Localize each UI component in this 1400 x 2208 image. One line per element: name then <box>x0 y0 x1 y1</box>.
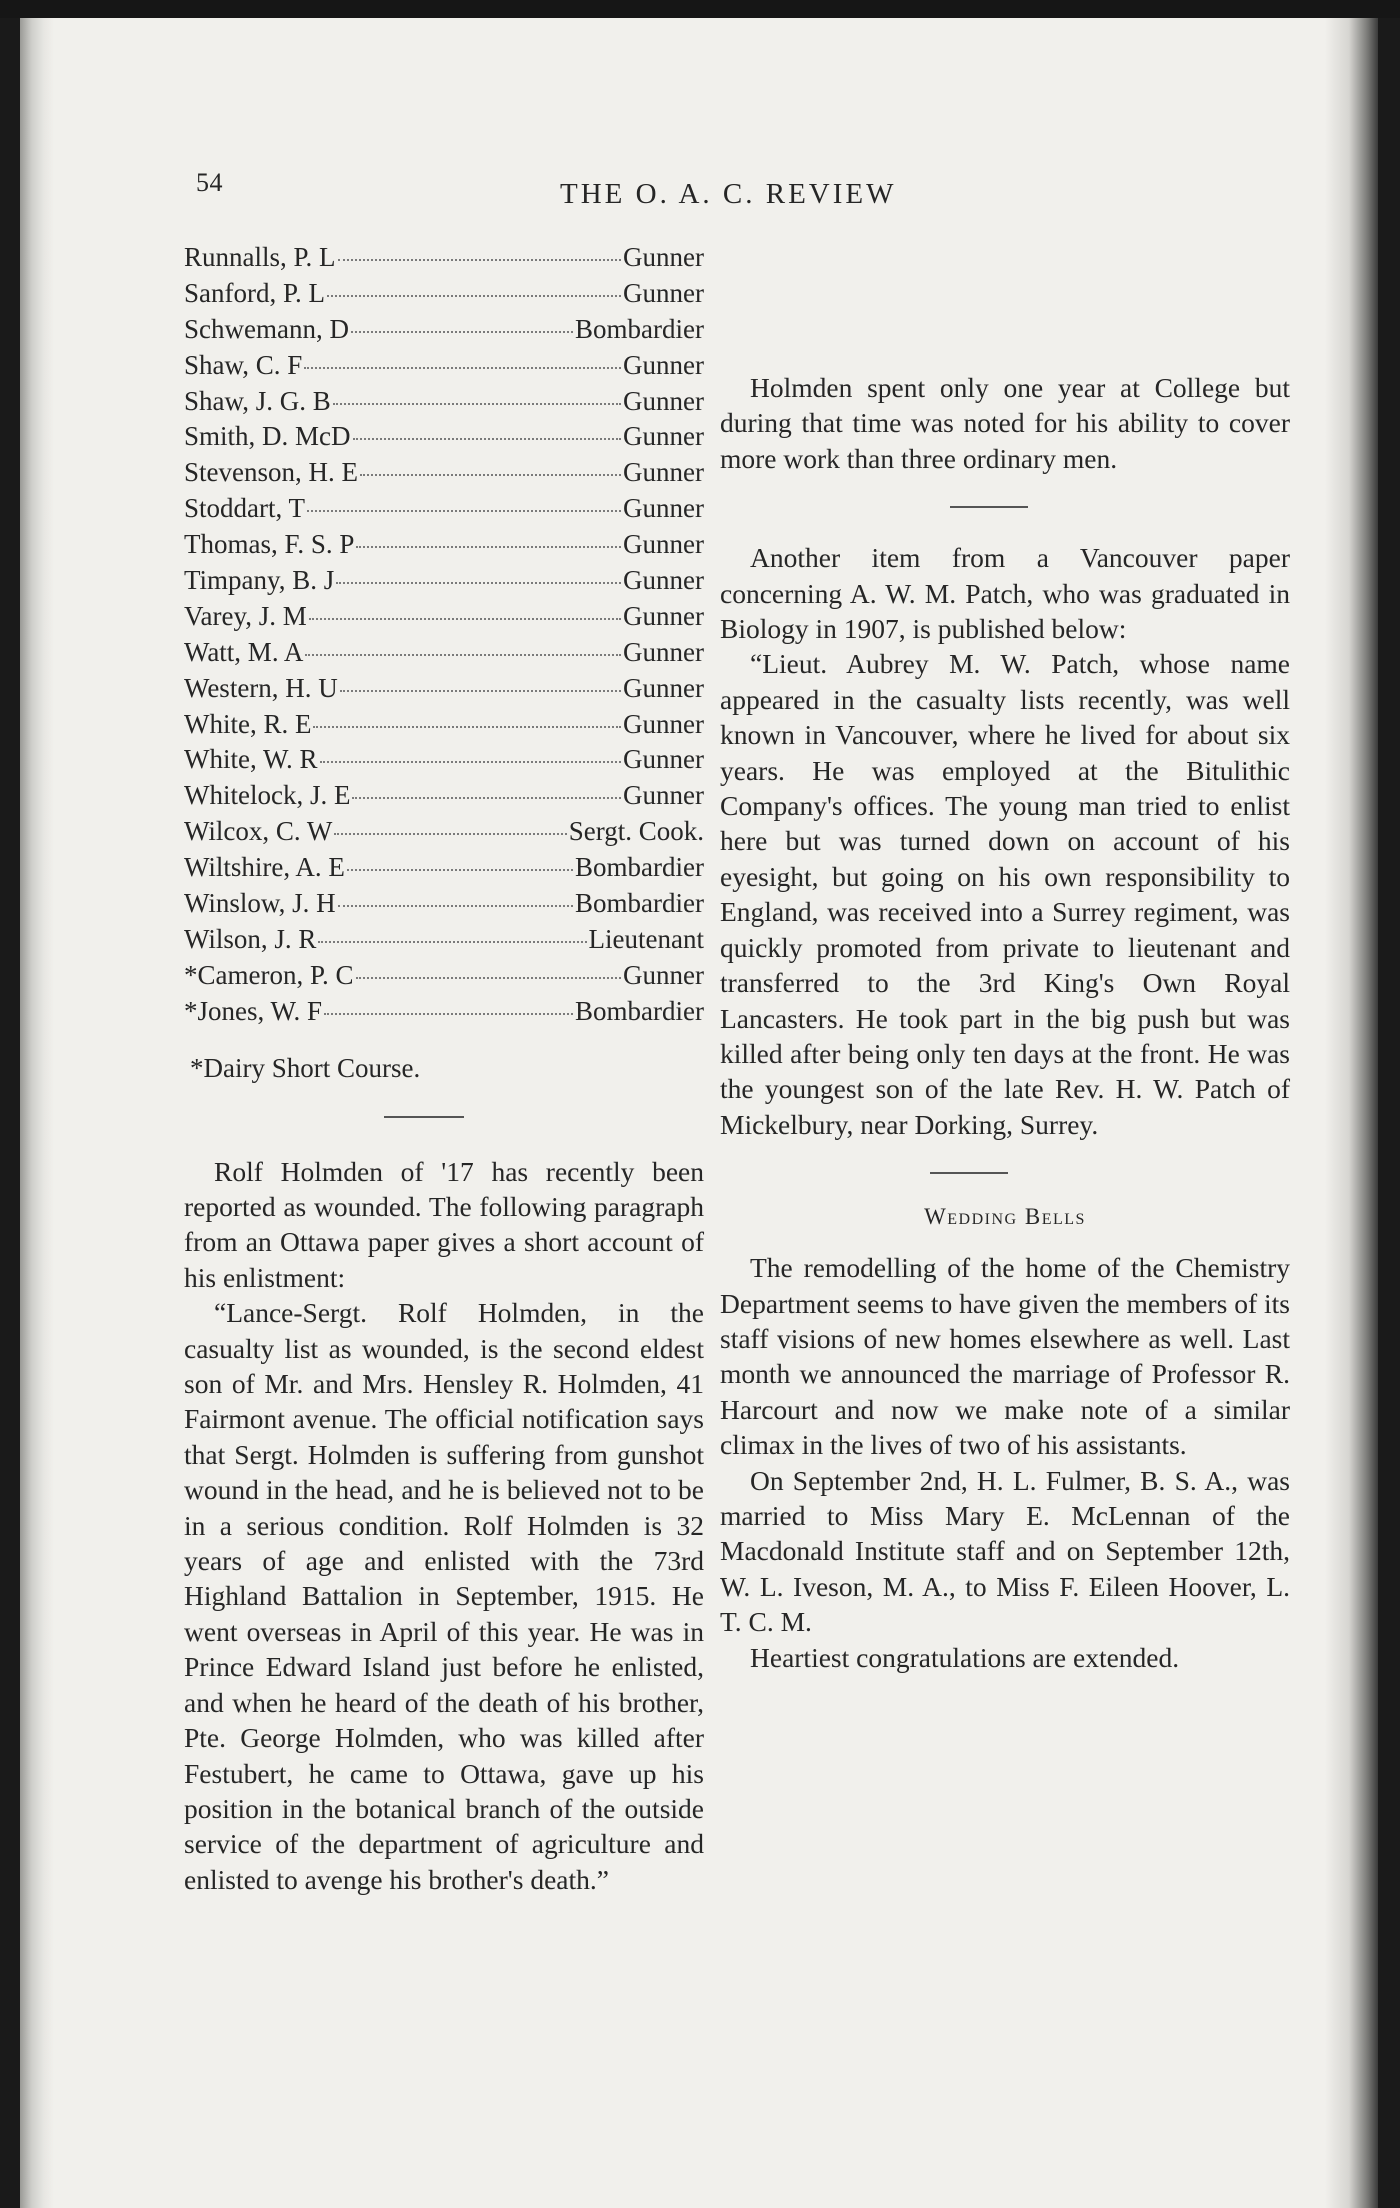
roster-rank: Gunner <box>623 385 704 416</box>
wedding-para-3: Heartiest congratulations are extended. <box>750 1641 1180 1673</box>
roster-row <box>184 240 704 276</box>
roster-row <box>184 742 704 778</box>
roster-row <box>184 850 704 886</box>
roster-name: Winslow, J. H <box>184 888 336 919</box>
roster-name: Varey, J. M <box>184 600 307 631</box>
roster-row <box>184 455 704 491</box>
roster-name: Whitelock, J. E <box>184 780 351 811</box>
patch-quote: “Lieut. Aubrey M. W. Patch, whose name appeared in the casualty lists recently, was well known in Vancouver, where he lived for about six years. He was employed at the Bitulithic Company's offices. The young man tried to enlist here but was turned down on account of his eyesight, but going on his own responsibility to England, was received into a Surrey regiment, was quickly promoted from private to lieutenant and transferred to the 3rd King's Own Royal Lancasters. He took part in the big push but was killed after being only ten days at the front. He was the youngest son of the late Rev. H. W. Patch of Mickelbury, near Dorking, Surrey. <box>720 648 1290 1140</box>
roster-row <box>184 922 704 958</box>
roster-row <box>184 958 704 994</box>
roster-name: *Jones, W. F <box>184 995 323 1026</box>
roster-name: Western, H. U <box>184 672 338 703</box>
roster-rank: Gunner <box>623 529 704 560</box>
roster-name: Thomas, F. S. P <box>184 529 355 560</box>
page-binding-shadow <box>20 18 54 2208</box>
roster-row <box>184 527 704 563</box>
leader-dots <box>304 367 621 369</box>
patch-intro: Another item from a Vancouver paper concerning A. W. M. Patch, who was graduated in Biology in 1907, is published below: <box>720 542 1290 645</box>
roster-name: Watt, M. A <box>184 636 304 667</box>
roster-name: Stevenson, H. E <box>184 457 358 488</box>
leader-dots <box>338 905 573 907</box>
leader-dots <box>336 582 621 584</box>
leader-dots <box>334 833 566 835</box>
roster-name: Timpany, B. J <box>184 565 335 596</box>
roster-row <box>184 384 704 420</box>
roster-name: Stoddart, T <box>184 493 305 524</box>
leader-dots <box>360 474 621 476</box>
leader-dots <box>309 618 621 620</box>
roster-footnote: *Dairy Short Course. <box>190 1052 421 1083</box>
roster-name: Sanford, P. L <box>184 277 325 308</box>
roster-row <box>184 671 704 707</box>
section-divider <box>930 1172 1008 1174</box>
roster-name: White, R. E <box>184 708 312 739</box>
roster-name: Schwemann, D <box>184 313 349 344</box>
wedding-bells-heading: Wedding Bells <box>924 1204 1086 1230</box>
leader-dots <box>324 1013 573 1015</box>
roster-name: Runnalls, P. L <box>184 242 336 272</box>
leader-dots <box>340 690 621 692</box>
roster-row <box>184 599 704 635</box>
left-column <box>184 240 704 1897</box>
leader-dots <box>305 654 621 656</box>
holmden-closing: Holmden spent only one year at College but during that time was noted for his ability to cover more work than three ordinary men. <box>720 372 1290 474</box>
roster-rank: Gunner <box>623 277 704 308</box>
roster-row <box>184 635 704 671</box>
leader-dots <box>356 977 622 979</box>
running-title: THE O. A. C. REVIEW <box>560 178 897 210</box>
roster-rank: Bombardier <box>575 888 704 919</box>
roster-rank: Gunner <box>623 493 704 524</box>
leader-dots <box>333 403 621 405</box>
leader-dots <box>327 295 621 297</box>
roster-row <box>184 778 704 814</box>
roster-name: Wiltshire, A. E <box>184 852 345 883</box>
holmden-intro: Rolf Holmden of '17 has recently been reported as wounded. The following paragraph from an Ottawa paper gives a short account of his enlistment: <box>184 1155 704 1293</box>
roster-rank: Bombardier <box>575 852 704 883</box>
roster-name: Wilson, J. R <box>184 923 317 954</box>
page-header <box>190 168 1270 218</box>
page-edge-shadow <box>1325 18 1378 2208</box>
roster-row <box>184 419 704 455</box>
roster-rank: Gunner <box>623 636 704 667</box>
leader-dots <box>351 331 573 333</box>
roster-row <box>184 276 704 312</box>
roster-name: Wilcox, C. W <box>184 816 333 847</box>
roster-row <box>184 886 704 922</box>
holmden-quote: “Lance-Sergt. Rolf Holmden, in the casualty list as wounded, is the second eldest son of Mr. and Mrs. Hensley R. Holmden, 41 Fairmont avenue. The official notification says that Sergt. Holmden is suffering from gunshot wound in the head, and he is believed not to be in a serious condition. Rolf Holmden is 32 years of age and enlisted with the 73rd Highland Battalion in September, 1915. He went overseas in April of this year. He was in Prince Edward Island just before he enlisted, and when he heard of the death of his brother, Pte. George Holmden, who was killed after Festubert, he came to Ottawa, gave up his position in the botanical branch of the outside service of the department of agriculture and enlisted to avenge his brother's death.” <box>184 1297 704 1895</box>
page-number: 54 <box>196 168 223 197</box>
roster-name: Smith, D. McD <box>184 421 351 452</box>
leader-dots <box>352 797 621 799</box>
roster-rank: Gunner <box>623 780 704 811</box>
scan-top-border <box>0 0 1400 18</box>
leader-dots <box>338 259 621 261</box>
roster-rank: Gunner <box>623 600 704 631</box>
roster-rank: Gunner <box>623 672 704 703</box>
roster-row <box>184 312 704 348</box>
wedding-para-1: The remodelling of the home of the Chemistry Department seems to have given the members of its staff visions of new homes elsewhere as well. Last month we announced the marriage of Professor R. Harcourt and now we make note of a similar climax in the lives of two of his assistants. <box>720 1252 1290 1461</box>
roster-name: *Cameron, P. C <box>184 959 354 990</box>
roster-rank: Sergt. Cook. <box>568 816 704 847</box>
roster-row <box>184 563 704 599</box>
roster-rank: Gunner <box>623 349 704 380</box>
leader-dots <box>347 869 573 871</box>
roster-rank: Gunner <box>623 565 704 596</box>
roster-rank: Bombardier <box>575 313 704 344</box>
leader-dots <box>353 438 622 440</box>
roster-rank: Lieutenant <box>588 923 704 954</box>
leader-dots <box>320 761 622 763</box>
roster-row <box>184 707 704 743</box>
roster-list <box>184 240 704 1030</box>
roster-rank: Gunner <box>623 242 704 272</box>
roster-rank: Bombardier <box>575 995 704 1026</box>
wedding-para-2: On September 2nd, H. L. Fulmer, B. S. A., was married to Miss Mary E. McLennan of the Macdonald Institute staff and on September 12th, W. L. Iveson, M. A., to Miss F. Eileen Hoover, L. T. C. M. <box>720 1464 1290 1638</box>
leader-dots <box>318 941 586 943</box>
section-divider <box>950 506 1028 508</box>
roster-row <box>184 491 704 527</box>
leader-dots <box>356 546 621 548</box>
roster-rank: Gunner <box>623 457 704 488</box>
leader-dots <box>307 510 621 512</box>
roster-rank: Gunner <box>623 959 704 990</box>
roster-rank: Gunner <box>623 744 704 775</box>
roster-row <box>184 994 704 1030</box>
roster-name: Shaw, J. G. B <box>184 385 331 416</box>
roster-rank: Gunner <box>623 708 704 739</box>
roster-name: White, W. R <box>184 744 318 775</box>
roster-row <box>184 348 704 384</box>
section-divider <box>384 1116 464 1118</box>
roster-name: Shaw, C. F <box>184 349 303 380</box>
roster-rank: Gunner <box>623 421 704 452</box>
roster-row <box>184 814 704 850</box>
right-column <box>720 262 1290 1675</box>
leader-dots <box>313 726 621 728</box>
